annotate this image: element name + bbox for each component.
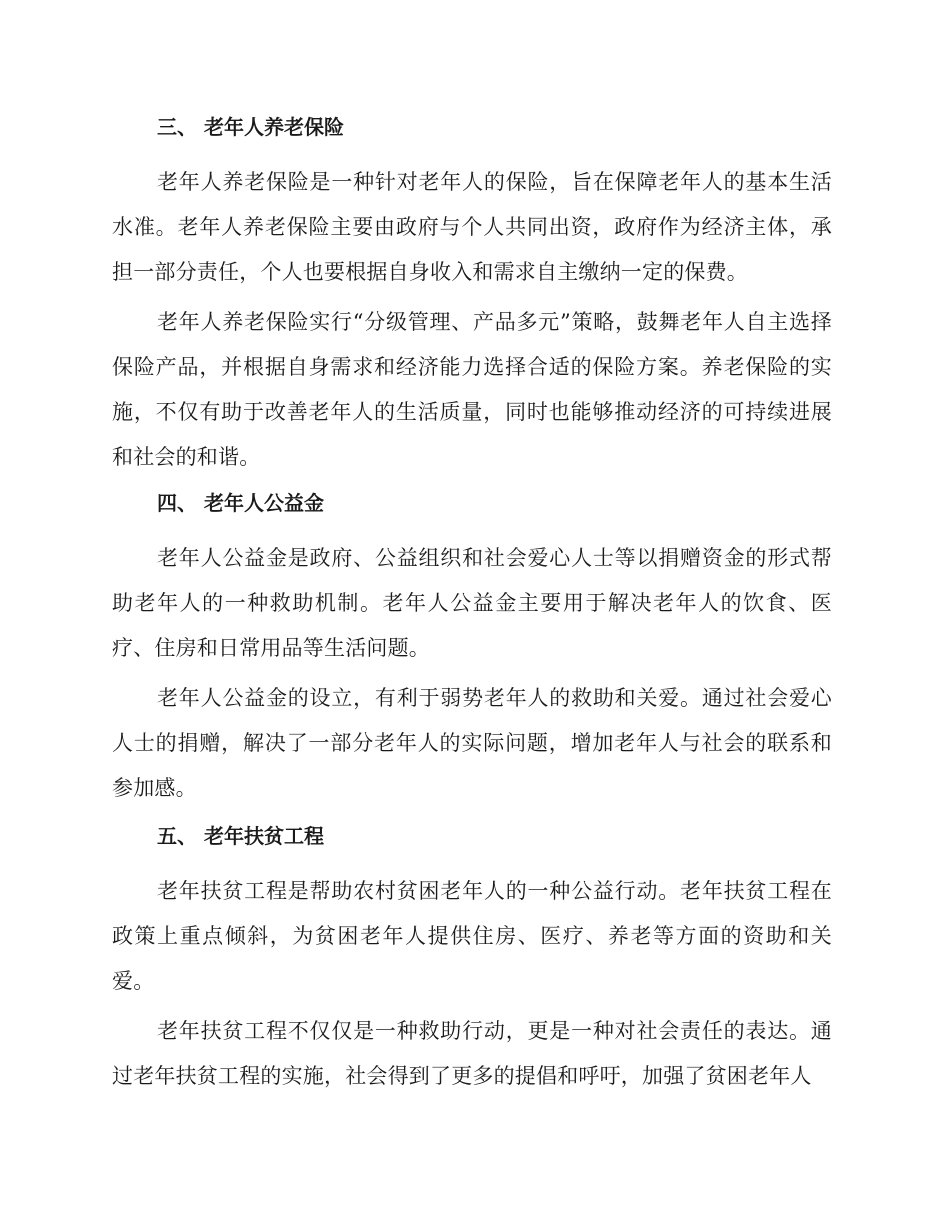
section-heading-4: 四、 老年人公益金 [157, 491, 324, 515]
section-3-paragraph-1: 老年人养老保险是一种针对老年人的保险，旨在保障老年人的基本生活水准。老年人养老保险主要由政府与个人共同出资，政府作为经济主体，承担一部分责任，个人也要根据自身收入和需求自主缴纳一定的保费。 [112, 170, 832, 284]
section-heading-3: 三、 老年人养老保险 [157, 115, 344, 139]
section-5-paragraph-2: 老年扶贫工程不仅仅是一种救助行动，更是一种对社会责任的表达。通过老年扶贫工程的实施，社会得到了更多的提倡和呼吁，加强了贫困老年人 [112, 1019, 832, 1088]
section-4-paragraph-1: 老年人公益金是政府、公益组织和社会爱心人士等以捐赠资金的形式帮助老年人的一种救助机制。老年人公益金主要用于解决老年人的饮食、医疗、住房和日常用品等生活问题。 [112, 546, 832, 660]
section-heading-5: 五、 老年扶贫工程 [157, 824, 324, 848]
section-5-paragraph-1: 老年扶贫工程是帮助农村贫困老年人的一种公益行动。老年扶贫工程在政策上重点倾斜，为贫困老年人提供住房、医疗、养老等方面的资助和关爱。 [112, 879, 832, 993]
section-3-paragraph-2: 老年人养老保险实行“分级管理、产品多元”策略，鼓舞老年人自主选择保险产品，并根据自身需求和经济能力选择合适的保险方案。养老保险的实施，不仅有助于改善老年人的生活质量，同时也能够推动经济的可持续进展和社会的和谐。 [112, 310, 832, 469]
section-4-paragraph-2: 老年人公益金的设立，有利于弱势老年人的救助和关爱。通过社会爱心人士的捐赠，解决了一部分老年人的实际问题，增加老年人与社会的联系和参加感。 [112, 686, 832, 800]
